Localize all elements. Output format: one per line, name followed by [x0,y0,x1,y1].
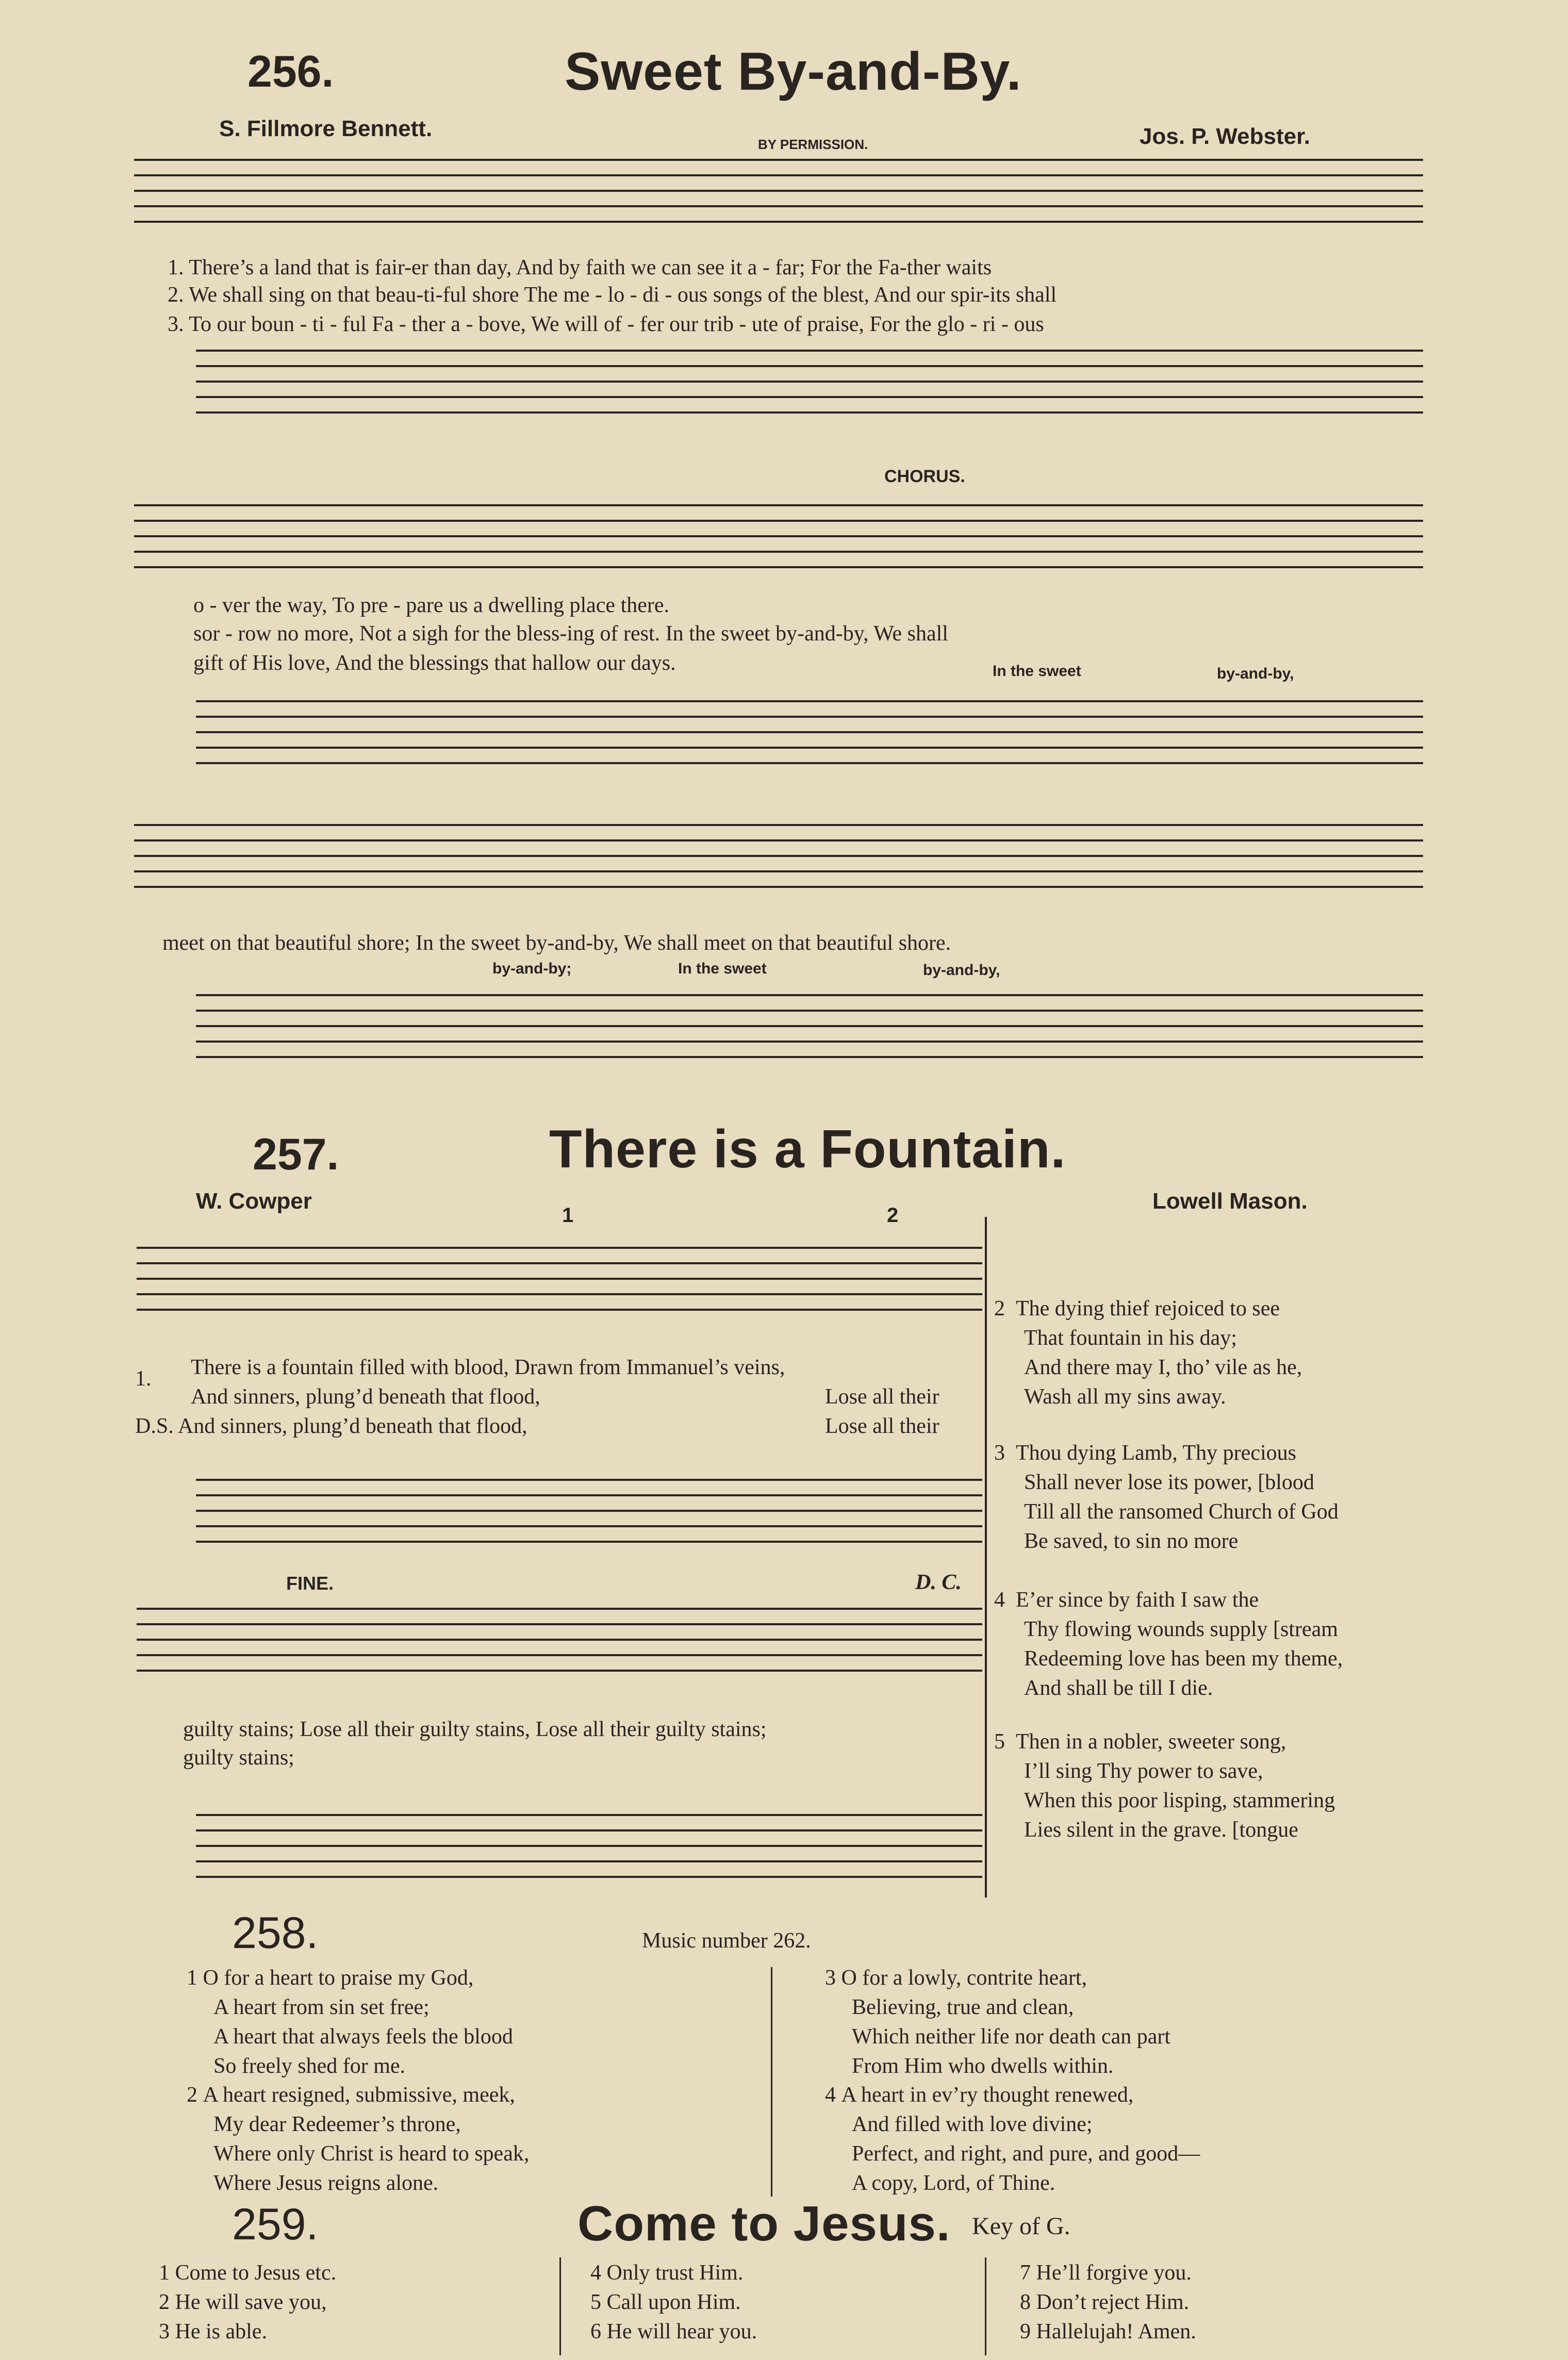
stanza-number: 4 [825,2083,836,2107]
stanza-line: And there may I, tho’ vile as he, [1024,1356,1302,1379]
hymn-number: 259. [232,2200,319,2249]
stanza-line: Believing, true and clean, [852,1995,1074,2019]
stanza-line: E’er since by faith I saw the [1016,1588,1259,1612]
permission-note: BY PERMISSION. [758,137,868,152]
stanza-line: When this poor lisping, stammering [1024,1789,1335,1812]
lyricist-credit: W. Cowper [196,1189,312,1214]
key-signature-note: Key of G. [972,2213,1070,2240]
treble-staff [134,495,1423,577]
column-divider [985,2257,986,2355]
bass-staff [196,985,1423,1067]
short-verse: 7 He’ll forgive you. [1020,2261,1192,2285]
stanza-line: Where only Christ is heard to speak, [213,2142,530,2166]
bass-staff [196,691,1423,773]
stanza [187,2081,529,2198]
short-verse-column [1020,2258,1196,2347]
stanza [187,1963,513,2081]
side-stanza [994,1586,1343,1703]
stanza-number: 3 [994,1441,1005,1465]
chorus-lyric-line: gift of His love, And the blessings that hallow our days. [193,651,676,675]
treble-staff [134,815,1423,897]
verse-lyric-line: 2. We shall sing on that beau-ti-ful shore The me - lo - di - ous songs of the blest, And our spir-its shall [168,283,1057,307]
stanza-number: 1 [187,1966,197,1990]
stanza-line: A heart that always feels the blood [213,2025,513,2049]
verse-lyric-line: There is a fountain filled with blood, Drawn from Immanuel’s veins, [191,1356,785,1379]
bass-staff [196,1805,982,1887]
short-verse: 3 He is able. [159,2320,267,2344]
stanza-line: The dying thief rejoiced to see [1016,1297,1280,1321]
verse-lyric-line: guilty stains; [183,1746,294,1770]
verse-lyric-tail: Lose all their [825,1385,939,1409]
short-verse: 9 Hallelujah! Amen. [1020,2320,1196,2344]
side-stanza [994,1439,1339,1556]
stanza-line: A copy, Lord, of Thine. [852,2171,1055,2195]
stanza-line: My dear Redeemer’s throne, [213,2113,461,2136]
column-divider [559,2257,561,2355]
bass-staff [196,340,1423,423]
stanza-line: Where Jesus reigns alone. [213,2171,439,2195]
composer-credit: Jos. P. Webster. [1140,124,1310,149]
music-reference: Music number 262. [642,1929,811,1953]
chorus-lyric-line: sor - row no more, Not a sigh for the bless-ing of rest. In the sweet by-and-by, We shall [193,622,948,646]
stanza-line: Wash all my sins away. [1024,1385,1226,1409]
verse-lyric-line: And sinners, plung’d beneath that flood, [191,1385,540,1409]
ds-lyric-tail: Lose all their [825,1414,939,1438]
chorus-label: CHORUS. [884,467,965,486]
short-verse-column [159,2258,336,2347]
short-verse: 4 Only trust Him. [590,2261,744,2285]
verse-lyric-line: 3. To our boun - ti - ful Fa - ther a - bove, We will of - fer our trib - ute of praise, For the glo - ri - ous [168,312,1044,336]
stanza-line: A heart resigned, submissive, meek, [203,2083,515,2107]
stanza-line: Shall never lose its power, [blood [1024,1471,1314,1494]
bass-cue-text: by-and-by; [492,960,572,977]
hymn-title: There is a Fountain. [549,1119,1066,1179]
stanza [825,2081,1200,2198]
stanza-line: O for a heart to praise my God, [203,1966,474,1990]
stanza-number: 2 [994,1297,1005,1321]
stanza-line: A heart from sin set free; [213,1995,430,2019]
side-stanza [994,1294,1302,1412]
stanza-line: And shall be till I die. [1024,1676,1213,1700]
short-verse: 5 Call upon Him. [590,2290,741,2314]
stanza-line: Thy flowing wounds supply [stream [1024,1618,1338,1641]
hymn-title: Come to Jesus. [577,2196,951,2251]
short-verse: 6 He will hear you. [590,2320,757,2344]
stanza-line: And filled with love divine; [852,2113,1093,2136]
stanza-line: Perfect, and right, and pure, and good— [852,2142,1200,2166]
bass-staff [196,1470,982,1552]
stanza-number: 5 [994,1730,1005,1754]
stanza-number: 2 [187,2083,197,2107]
hymn-number: 256. [247,47,334,96]
fine-marker: FINE. [286,1573,334,1594]
stanza-line: From Him who dwells within. [852,2054,1114,2078]
stanza-line: Redeeming love has been my theme, [1024,1647,1343,1671]
stanza-line: That fountain in his day; [1024,1326,1237,1350]
hymn-number: 257. [253,1130,339,1179]
stanza-number: 4 [994,1588,1005,1612]
verse-lyric-line: guilty stains; Lose all their guilty stains, Lose all their guilty stains; [183,1718,767,1741]
stanza-line: Which neither life nor death can part [852,2025,1171,2049]
verse-number: 1. [135,1367,152,1391]
lyricist-credit: S. Fillmore Bennett. [219,116,433,141]
composer-credit: Lowell Mason. [1152,1189,1308,1214]
bass-cue-text: by-and-by, [923,962,1000,979]
ending-2-label: 2 [887,1204,899,1227]
chorus-lyric-line: meet on that beautiful shore; In the sweet by-and-by, We shall meet on that beautiful shore. [162,931,951,955]
short-verse-column [590,2258,757,2347]
short-verse: 1 Come to Jesus etc. [159,2261,337,2285]
treble-staff [134,150,1423,232]
bass-cue-text: In the sweet [993,663,1081,680]
stanza-line: So freely shed for me. [213,2054,406,2078]
stanza-number: 3 [825,1966,836,1990]
bass-cue-text: In the sweet [678,960,767,977]
stanza-line: I’ll sing Thy power to save, [1024,1759,1263,1783]
chorus-lyric-line: o - ver the way, To pre - pare us a dwelling place there. [193,593,670,617]
treble-staff [137,1598,982,1681]
stanza-line: A heart in ev’ry thought renewed, [841,2083,1134,2107]
short-verse: 8 Don’t reject Him. [1020,2290,1190,2314]
verse-lyric-line: 1. There’s a land that is fair-er than day, And by faith we can see it a - far; For the Fa-ther waits [168,256,992,279]
treble-staff [137,1237,982,1320]
hymn-title: Sweet By-and-By. [565,42,1022,102]
dc-marker: D. C. [915,1571,962,1594]
stanza-line: Be saved, to sin no more [1024,1529,1239,1553]
bass-cue-text: by-and-by, [1217,665,1294,682]
stanza-line: O for a lowly, contrite heart, [841,1966,1087,1990]
ds-lyric-line: D.S. And sinners, plung’d beneath that flood, [135,1414,527,1438]
stanza [825,1963,1170,2081]
stanza-line: Thou dying Lamb, Thy precious [1016,1441,1296,1465]
hymn-number: 258. [232,1908,319,1958]
stanza-line: Then in a nobler, sweeter song, [1016,1730,1286,1754]
column-divider [771,1967,772,2197]
short-verse: 2 He will save you, [159,2290,327,2314]
column-divider [985,1217,987,1897]
ending-1-label: 1 [562,1204,574,1227]
side-stanza [994,1727,1335,1845]
stanza-line: Till all the ransomed Church of God [1024,1500,1339,1524]
stanza-line: Lies silent in the grave. [tongue [1024,1818,1298,1842]
